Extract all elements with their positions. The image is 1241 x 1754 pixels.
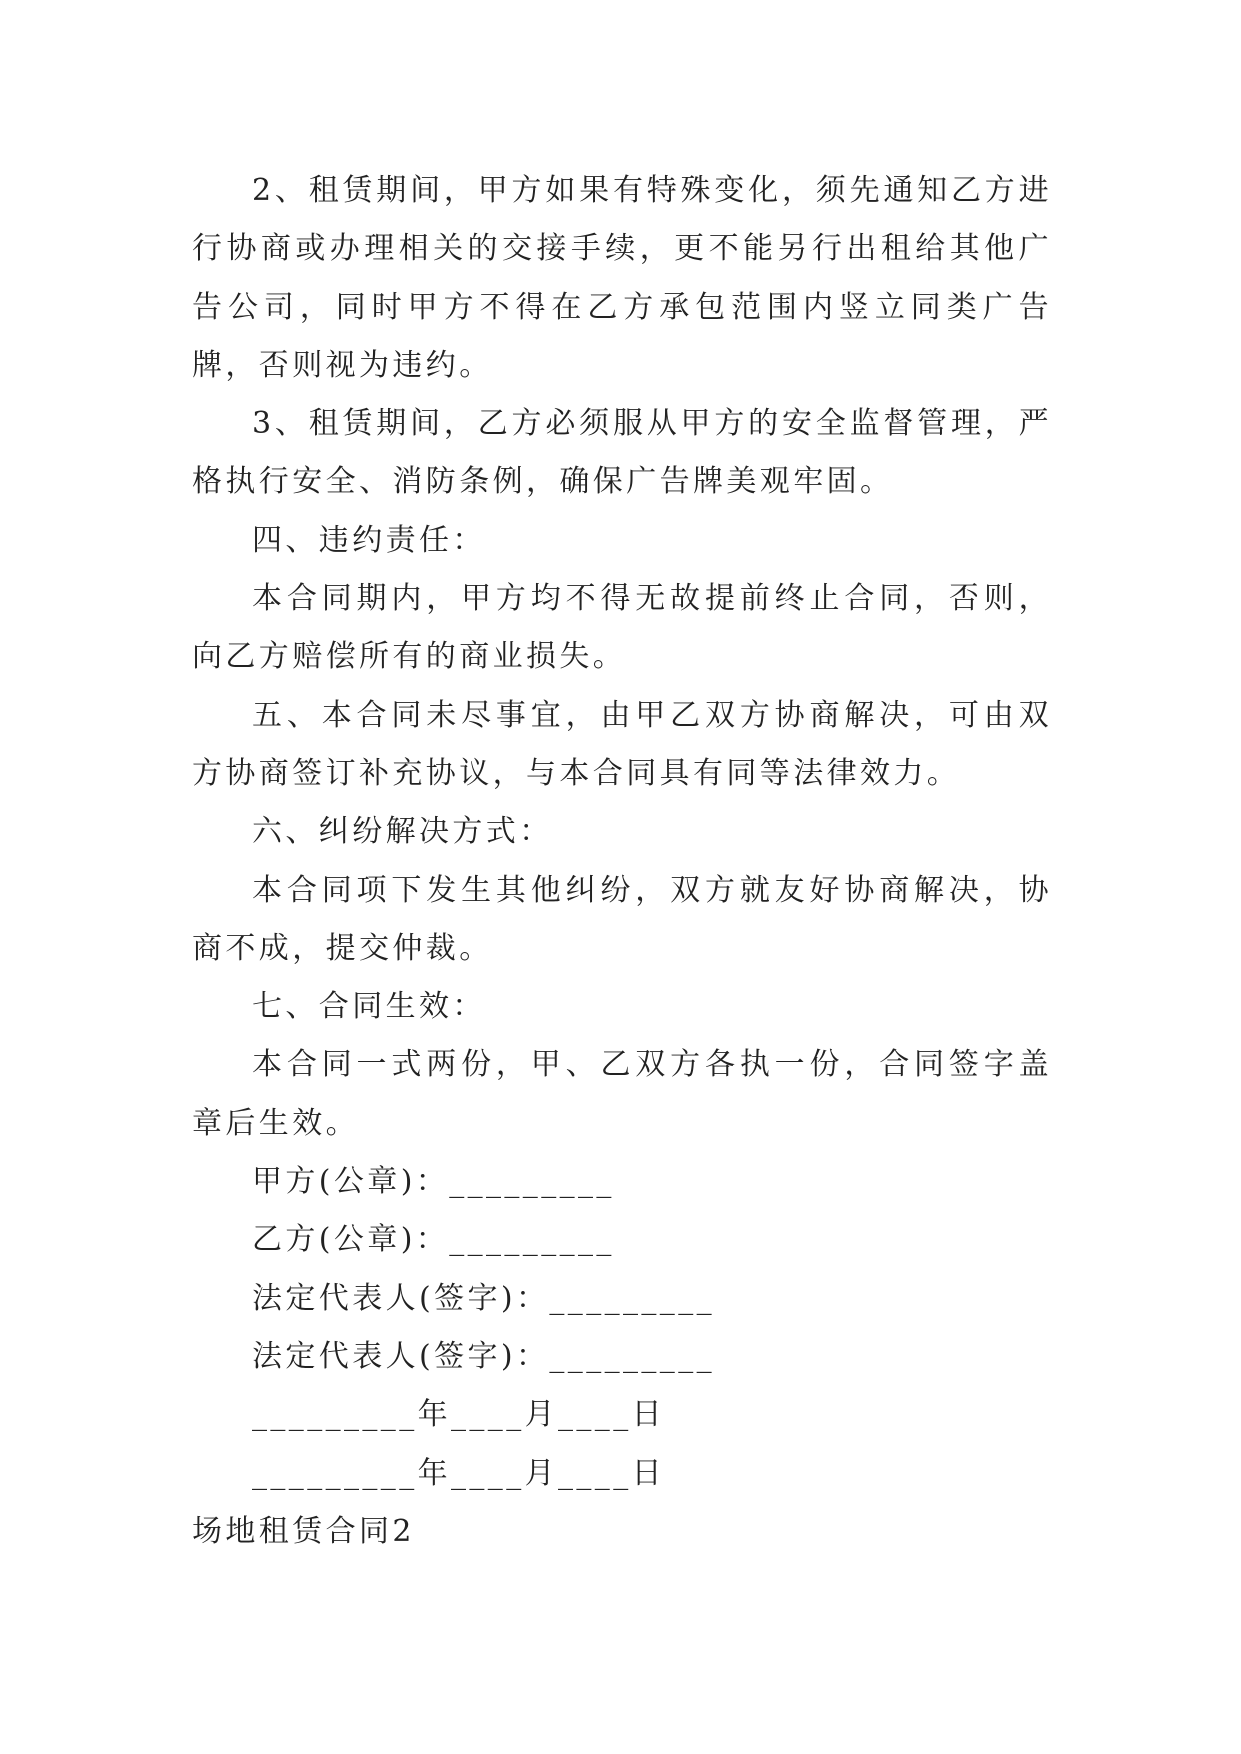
section-heading-effect: 七、合同生效： [252, 989, 486, 1025]
signature-date-a: _________年____月____日 [252, 1397, 665, 1433]
signature-legal-rep-a: 法定代表人(签字)：_________ [252, 1280, 716, 1316]
signature-party-b: 乙方(公章)：_________ [252, 1222, 615, 1258]
dispute-paragraph: 本合同项下发生其他纠纷，双方就友好协商解决，协商不成，提交仲裁。 [192, 872, 1052, 966]
signature-legal-rep-b: 法定代表人(签字)：_________ [252, 1338, 716, 1374]
effect-paragraph: 本合同一式两份，甲、乙双方各执一份，合同签字盖章后生效。 [192, 1047, 1052, 1141]
signature-party-a: 甲方(公章)：_________ [252, 1164, 615, 1200]
signature-date-b: _________年____月____日 [252, 1455, 665, 1491]
clause-3-paragraph: 3、租赁期间，乙方必须服从甲方的安全监督管理，严格执行安全、消防条例，确保广告牌美观牢固。 [192, 406, 1052, 500]
section-heading-dispute: 六、纠纷解决方式： [252, 814, 553, 850]
breach-paragraph: 本合同期内，甲方均不得无故提前终止合同，否则，向乙方赔偿所有的商业损失。 [192, 581, 1052, 675]
section-5-paragraph: 五、本合同未尽事宜，由甲乙双方协商解决，可由双方协商签订补充协议，与本合同具有同等法律效力。 [192, 697, 1052, 791]
next-contract-title: 场地租赁合同2 [192, 1513, 415, 1549]
clause-2-paragraph: 2、租赁期间，甲方如果有特殊变化，须先通知乙方进行协商或办理相关的交接手续，更不能另行出租给其他广告公司，同时甲方不得在乙方承包范围内竖立同类广告牌，否则视为违约。 [192, 173, 1052, 383]
section-heading-breach: 四、违约责任： [252, 522, 486, 558]
document-body [192, 162, 1052, 1561]
